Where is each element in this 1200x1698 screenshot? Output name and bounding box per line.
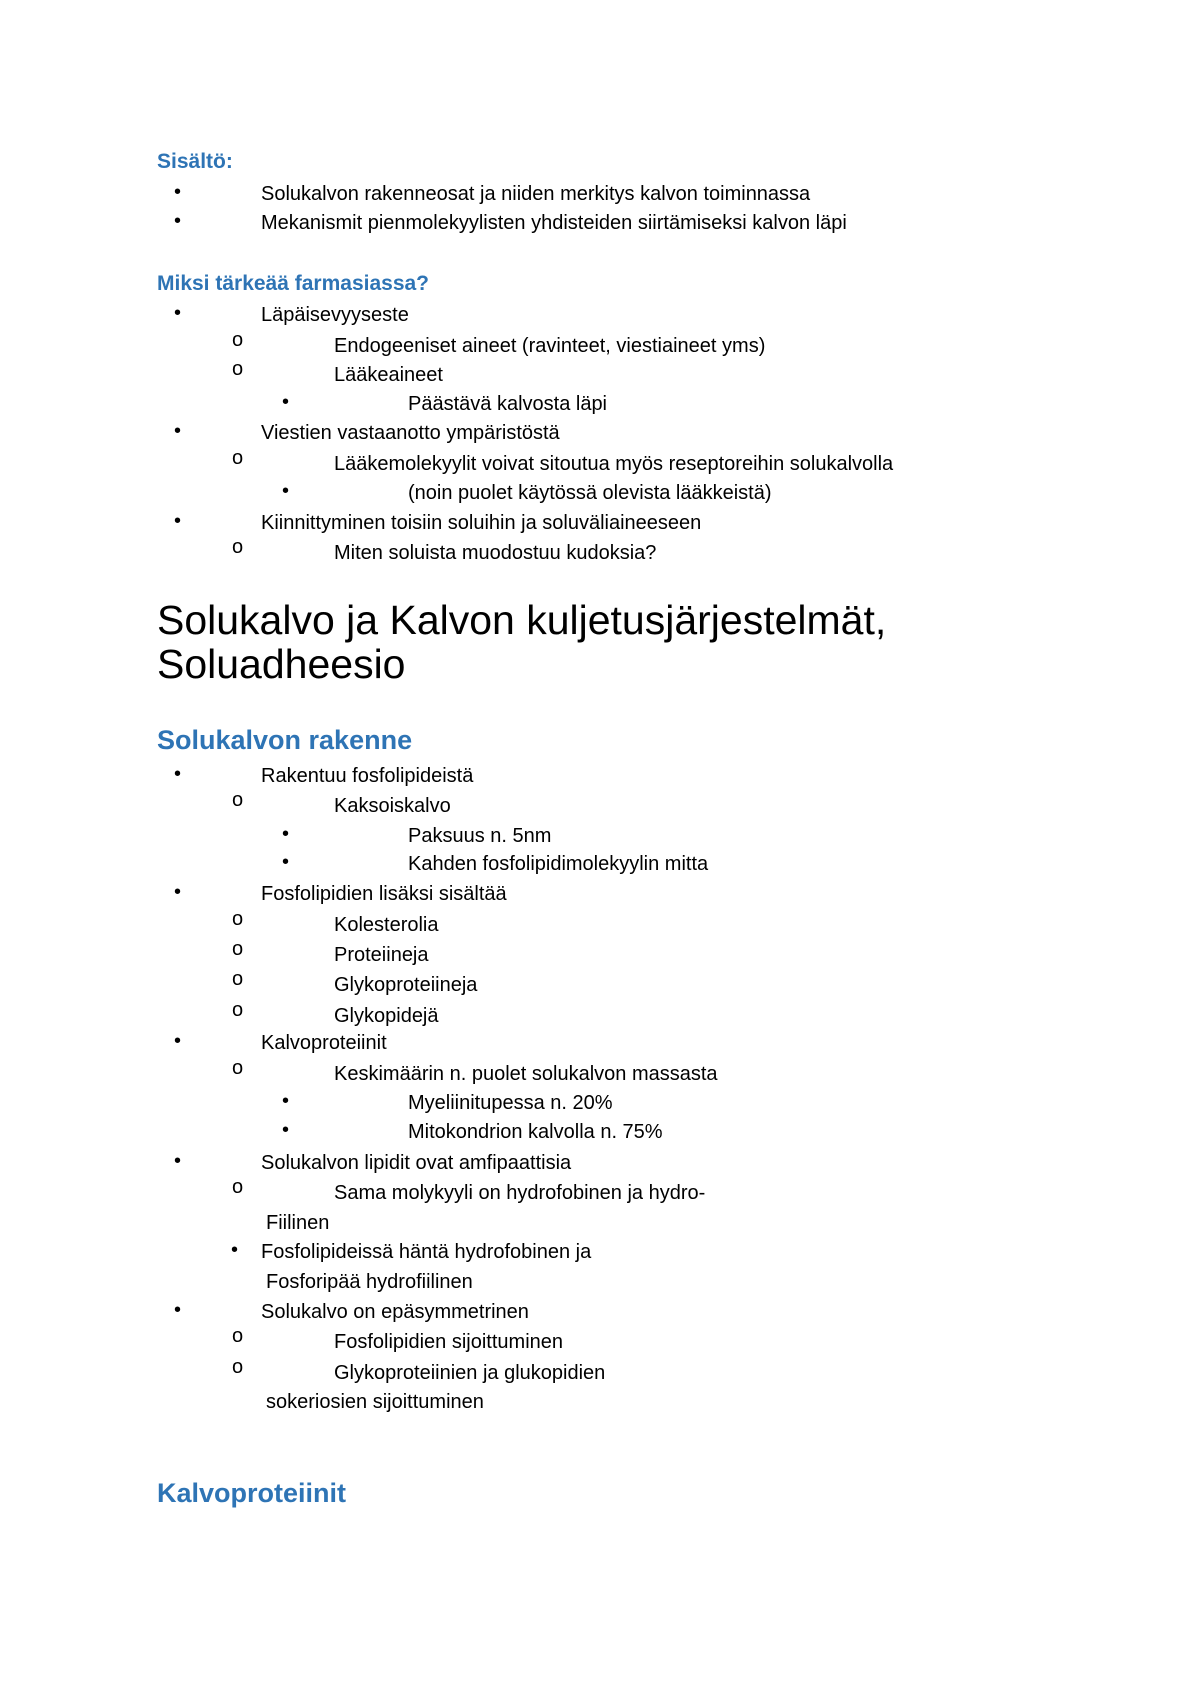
bullet-icon: • (282, 1090, 290, 1112)
kalvoproteiinit-heading: Kalvoproteiinit (157, 1478, 347, 1508)
list-item: Glykoproteiineja (334, 974, 478, 996)
list-item: Solukalvon lipidit ovat amfipaattisia (261, 1152, 572, 1174)
list-item: Mekanismit pienmolekyylisten yhdisteiden siirtämiseksi kalvon läpi (261, 212, 847, 234)
list-item: Läpäisevyyseste (261, 304, 409, 326)
list-item: Proteiineja (334, 944, 429, 966)
bullet-icon: • (174, 763, 182, 785)
list-item-continuation: Fosforipää hydrofiilinen (266, 1271, 473, 1293)
list-item: Viestien vastaanotto ympäristöstä (261, 422, 560, 444)
bullet-icon: • (174, 1150, 182, 1172)
list-item: Sama molykyyli on hydrofobinen ja hydro- (334, 1182, 706, 1204)
list-item: Kaksoiskalvo (334, 795, 451, 817)
hollow-bullet-icon: o (232, 1325, 244, 1347)
list-item: Keskimäärin n. puolet solukalvon massasta (334, 1063, 718, 1085)
hollow-bullet-icon: o (232, 358, 244, 380)
bullet-icon: • (174, 420, 182, 442)
hollow-bullet-icon: o (232, 1057, 244, 1079)
main-title-line-2: Soluadheesio (157, 641, 406, 687)
list-item: Glykoproteiinien ja glukopidien (334, 1362, 606, 1384)
bullet-icon: • (174, 181, 182, 203)
list-item: Paksuus n. 5nm (408, 825, 552, 847)
list-item: Solukalvo on epäsymmetrinen (261, 1301, 529, 1323)
hollow-bullet-icon: o (232, 968, 244, 990)
list-item: Kiinnittyminen toisiin soluihin ja soluväliaineeseen (261, 512, 702, 534)
list-item: Solukalvon rakenneosat ja niiden merkitys kalvon toiminnassa (261, 183, 811, 205)
bullet-icon: • (174, 510, 182, 532)
hollow-bullet-icon: o (232, 1176, 244, 1198)
list-item: Endogeeniset aineet (ravinteet, viestiaineet yms) (334, 335, 766, 357)
bullet-icon: • (174, 1299, 182, 1321)
bullet-icon: • (282, 823, 290, 845)
sisalto-heading: Sisältö: (157, 150, 233, 173)
bullet-icon: • (174, 210, 182, 232)
list-item: Kalvoproteiinit (261, 1032, 387, 1054)
list-item: Rakentuu fosfolipideistä (261, 765, 474, 787)
list-item: Myeliinitupessa n. 20% (408, 1092, 613, 1114)
list-item-continuation: Fiilinen (266, 1212, 330, 1234)
hollow-bullet-icon: o (232, 908, 244, 930)
list-item: Lääkeaineet (334, 364, 443, 386)
list-item: (noin puolet käytössä olevista lääkkeistä) (408, 482, 772, 504)
list-item: Kahden fosfolipidimolekyylin mitta (408, 853, 709, 875)
list-item: Fosfolipideissä häntä hydrofobinen ja (261, 1241, 592, 1263)
list-item: Miten soluista muodostuu kudoksia? (334, 542, 657, 564)
bullet-icon: • (174, 302, 182, 324)
list-item: Fosfolipidien sijoittuminen (334, 1331, 564, 1353)
hollow-bullet-icon: o (232, 999, 244, 1021)
hollow-bullet-icon: o (232, 789, 244, 811)
hollow-bullet-icon: o (232, 536, 244, 558)
list-item-continuation: sokeriosien sijoittuminen (266, 1391, 484, 1413)
hollow-bullet-icon: o (232, 1356, 244, 1378)
hollow-bullet-icon: o (232, 329, 244, 351)
bullet-icon: • (282, 1119, 290, 1141)
list-item: Lääkemolekyylit voivat sitoutua myös reseptoreihin solukalvolla (334, 453, 894, 475)
list-item: Kolesterolia (334, 914, 439, 936)
list-item: Fosfolipidien lisäksi sisältää (261, 883, 507, 905)
bullet-icon: • (231, 1239, 239, 1261)
list-item: Glykopidejä (334, 1005, 439, 1027)
bullet-icon: • (174, 1030, 182, 1052)
hollow-bullet-icon: o (232, 938, 244, 960)
main-title-line-1: Solukalvo ja Kalvon kuljetusjärjestelmät, (157, 597, 887, 643)
rakenne-heading: Solukalvon rakenne (157, 725, 413, 755)
hollow-bullet-icon: o (232, 447, 244, 469)
bullet-icon: • (282, 851, 290, 873)
bullet-icon: • (174, 881, 182, 903)
bullet-icon: • (282, 480, 290, 502)
list-item: Mitokondrion kalvolla n. 75% (408, 1121, 663, 1143)
miksi-heading: Miksi tärkeää farmasiassa? (157, 272, 430, 295)
list-item: Päästävä kalvosta läpi (408, 393, 608, 415)
bullet-icon: • (282, 391, 290, 413)
